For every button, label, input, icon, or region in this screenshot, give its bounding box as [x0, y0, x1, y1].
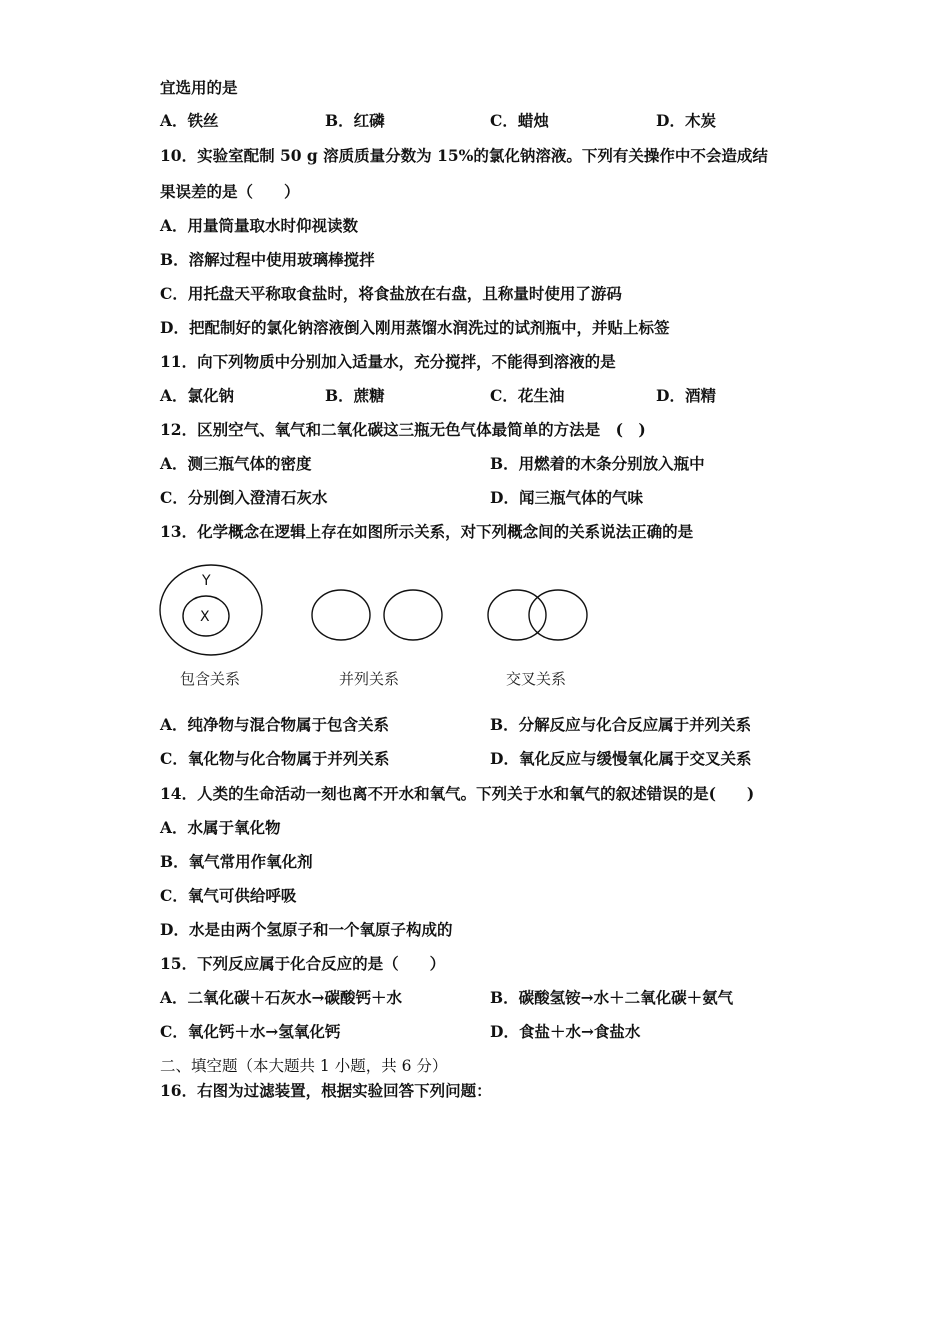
inclusion-outer-circle	[160, 565, 262, 655]
section2-heading: 二、填空题（本大题共 1 小题，共 6 分）	[160, 1057, 448, 1075]
q13-stem: 13．化学概念在逻辑上存在如图所示关系，对下列概念间的关系说法正确的是	[160, 522, 694, 541]
q9-option-c: C．蜡烛	[490, 111, 549, 130]
q12-option-c: C．分别倒入澄清石灰水	[160, 488, 328, 507]
q15-option-c: C．氧化钙＋水→氢氧化钙	[160, 1022, 341, 1041]
q12-stem: 12．区别空气、氧气和二氧化碳这三瓶无色气体最简单的方法是 ( )	[160, 420, 646, 439]
q13-option-a: A．纯净物与混合物属于包含关系	[160, 715, 390, 734]
q11-option-a: A．氯化钠	[160, 386, 235, 405]
q9-stem-tail: 宜选用的是	[160, 78, 238, 97]
parallel-left-circle	[312, 590, 370, 640]
q14-stem: 14．人类的生命活动一刻也离不开水和氧气。下列关于水和氧气的叙述错误的是( )	[160, 784, 755, 803]
caption-parallel: 并列关系	[339, 670, 400, 688]
q13-option-d: D．氧化反应与缓慢氧化属于交叉关系	[490, 749, 752, 768]
q14-option-c: C．氧气可供给呼吸	[160, 886, 297, 905]
q13-option-b: B．分解反应与化合反应属于并列关系	[490, 715, 752, 734]
q15-option-a: A．二氧化碳＋石灰水→碳酸钙＋水	[160, 988, 403, 1007]
q10-option-d: D．把配制好的氯化钠溶液倒入刚用蒸馏水润洗过的试剂瓶中，并贴上标签	[160, 318, 670, 337]
q10-stem-line1: 10．实验室配制 50 g 溶质质量分数为 15%的氯化钠溶液。下列有关操作中不会造成结	[160, 146, 768, 165]
q10-option-a: A．用量筒量取水时仰视读数	[160, 216, 359, 235]
q11-option-d: D．酒精	[656, 386, 716, 405]
q14-option-d: D．水是由两个氢原子和一个氧原子构成的	[160, 920, 453, 939]
q15-option-b: B．碳酸氢铵→水＋二氧化碳＋氨气	[490, 988, 734, 1007]
q13-option-c: C．氧化物与化合物属于并列关系	[160, 749, 390, 768]
intersection-right-circle	[529, 590, 587, 640]
q11-stem: 11．向下列物质中分别加入适量水，充分搅拌，不能得到溶液的是	[160, 352, 616, 371]
q13-relationship-figure	[150, 558, 610, 698]
q9-option-a: A．铁丝	[160, 111, 219, 130]
q15-option-d: D．食盐＋水→食盐水	[490, 1022, 641, 1041]
q9-option-d: D．木炭	[656, 111, 716, 130]
parallel-right-circle	[384, 590, 442, 640]
q10-stem-line2: 果误差的是（ ）	[160, 182, 300, 201]
caption-inclusion: 包含关系	[180, 670, 241, 688]
q15-stem: 15．下列反应属于化合反应的是（ ）	[160, 954, 446, 973]
q14-option-a: A．水属于氧化物	[160, 818, 281, 837]
q16-stem: 16．右图为过滤装置，根据实验回答下列问题：	[160, 1081, 492, 1100]
q12-option-d: D．闻三瓶气体的气味	[490, 488, 643, 507]
q12-option-a: A．测三瓶气体的密度	[160, 454, 312, 473]
q10-option-b: B．溶解过程中使用玻璃棒搅拌	[160, 250, 375, 269]
q9-option-b: B．红磷	[325, 111, 385, 130]
q14-option-b: B．氧气常用作氧化剂	[160, 852, 313, 871]
inclusion-label-y: Y	[202, 573, 211, 589]
q11-option-c: C．花生油	[490, 386, 565, 405]
q12-option-b: B．用燃着的木条分别放入瓶中	[490, 454, 705, 473]
caption-intersection: 交叉关系	[506, 670, 567, 688]
inclusion-label-x: X	[200, 609, 210, 625]
q11-option-b: B．蔗糖	[325, 386, 385, 405]
q10-option-c: C．用托盘天平称取食盐时，将食盐放在右盘，且称量时使用了游码	[160, 284, 622, 303]
